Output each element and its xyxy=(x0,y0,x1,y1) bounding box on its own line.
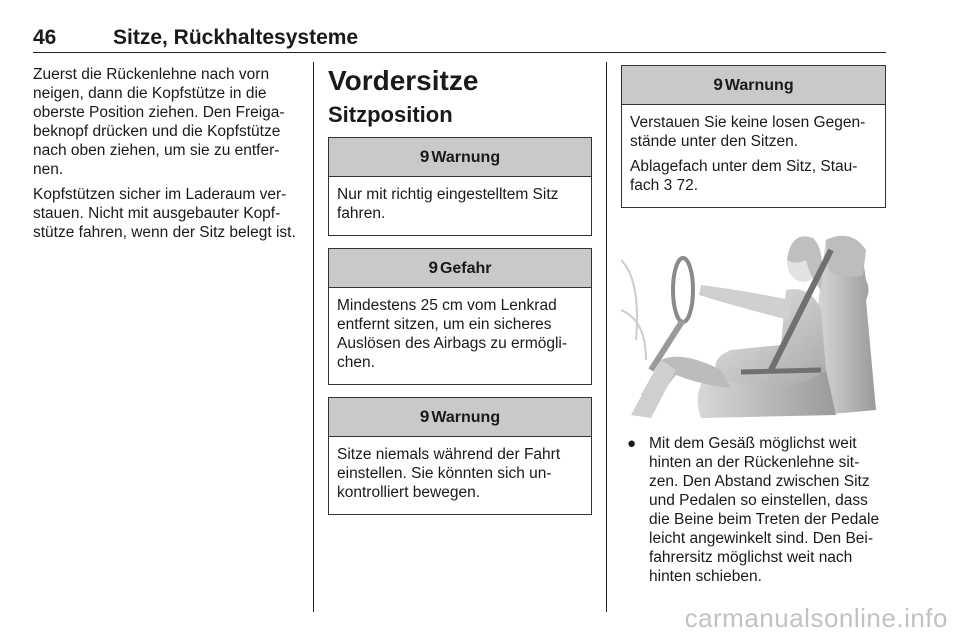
page-number: 46 xyxy=(33,26,57,49)
section-heading: Vordersitze xyxy=(328,65,479,96)
danger-text: Mindestens 25 cm vom Lenkrad entfernt sitzen, um ein sicheres Auslösen des Airbags zu ermögli- chen. xyxy=(337,297,568,371)
chapter-title: Sitze, Rückhaltesysteme xyxy=(113,26,359,49)
warning-box xyxy=(328,397,592,515)
danger-box xyxy=(328,248,592,385)
column-2 xyxy=(328,65,592,527)
warning-triangle-icon: 9 xyxy=(428,258,438,277)
warning-label: Warnung xyxy=(431,409,501,426)
warning-text: Nur mit richtig eingestelltem Sitz fahren. xyxy=(337,186,559,222)
bullet-icon: ● xyxy=(627,435,637,452)
warning-box xyxy=(328,137,592,236)
column-1 xyxy=(33,65,303,248)
column-divider-2 xyxy=(606,62,607,612)
warning-box-header xyxy=(329,138,591,177)
warning-label: Warnung xyxy=(431,149,501,166)
subsection-heading: Sitzposition xyxy=(328,102,453,127)
danger-label: Gefahr xyxy=(439,260,492,277)
warning-text: Ablagefach unter dem Sitz, Stau- fach 3 72. xyxy=(630,158,858,194)
paragraph: Kopfstützen sicher im Laderaum ver- stauen. Nicht mit ausgebauter Kopf- stütze fahren, wenn der Sitz belegt ist. xyxy=(33,186,296,241)
list-item-text: Mit dem Gesäß möglichst weit hinten an der Rückenlehne sit- zen. Den Abstand zwischen Sitz und Pedalen so einstellen, dass die Beine beim Treten der Pedale leicht angewinkelt sind. Den Bei- fahrersitz möglichst weit nach hinten schieben. xyxy=(649,435,880,585)
warning-text: Verstauen Sie keine losen Gegen- stände unter den Sitzen. xyxy=(630,114,866,150)
warning-box-header xyxy=(329,398,591,437)
warning-text: Sitze niemals während der Fahrt einstellen. Sie könnten sich un- kontrolliert bewegen. xyxy=(337,446,561,501)
warning-triangle-icon: 9 xyxy=(419,147,430,166)
list-item xyxy=(621,434,886,586)
page-header xyxy=(33,26,886,53)
seating-position-illustration xyxy=(621,220,886,420)
watermark: carmanualsonline.info xyxy=(684,603,948,633)
warning-box xyxy=(621,65,886,208)
column-divider-1 xyxy=(313,62,314,612)
paragraph: Zuerst die Rückenlehne nach vorn neigen, dann die Kopfstütze in die oberste Position ziehen. Den Freiga- beknopf drücken und die Kopfstütze nach oben ziehen, um sie zu entfer- nen. xyxy=(33,66,285,178)
seated-driver-illustration xyxy=(621,220,886,420)
page-reference-icon: 3 xyxy=(663,177,673,194)
warning-triangle-icon: 9 xyxy=(419,407,430,426)
warning-label: Warnung xyxy=(724,77,794,94)
danger-box-header xyxy=(329,249,591,288)
warning-box-header xyxy=(622,66,885,105)
warning-triangle-icon: 9 xyxy=(713,75,723,94)
column-3 xyxy=(621,65,886,586)
